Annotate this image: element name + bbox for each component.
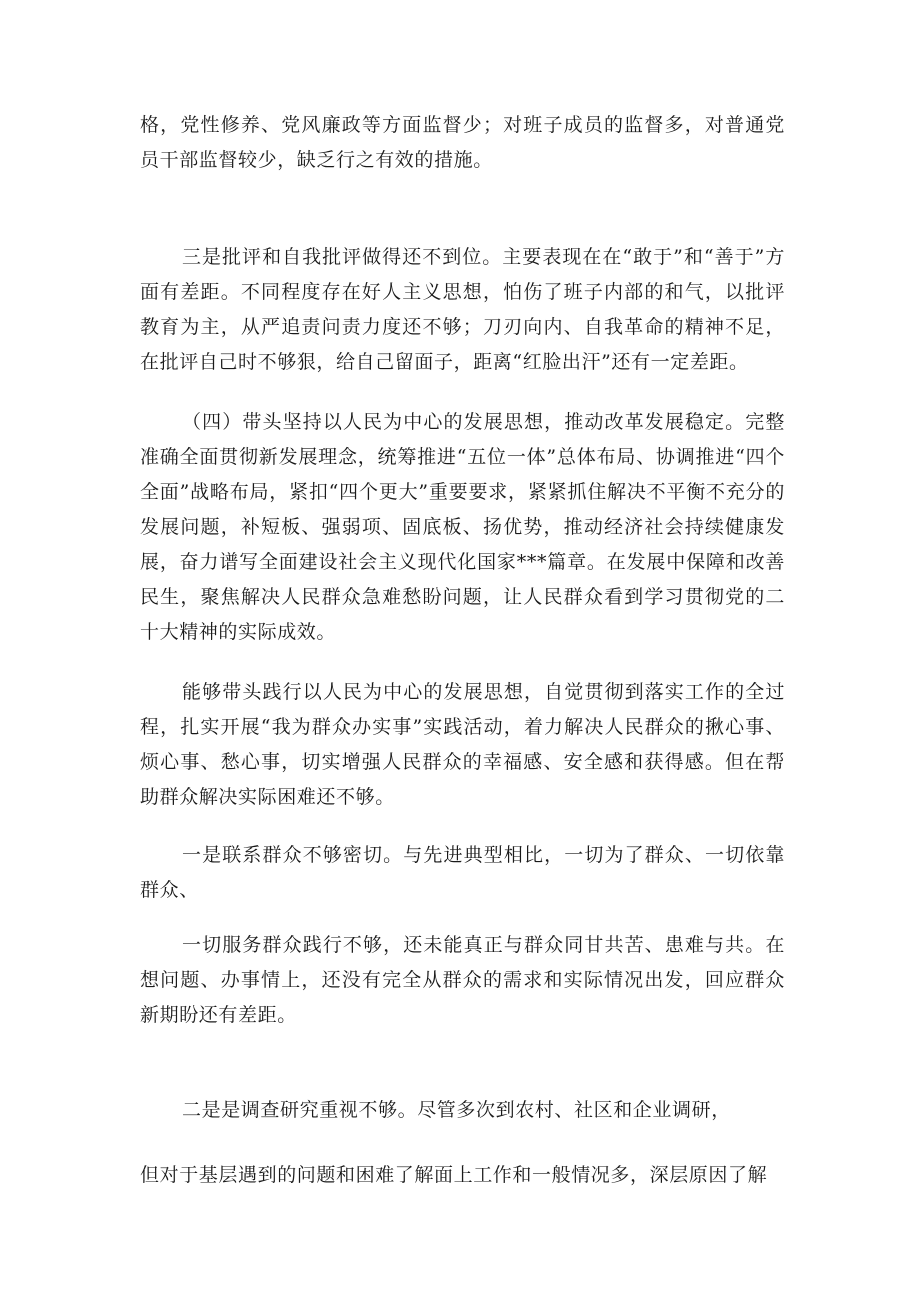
paragraph-serve-masses: 一切服务群众践行不够，还未能真正与群众同甘共苦、患难与共。在想问题、办事情上，还没有完全从群众的需求和实际情况出发，回应群众新期盼还有差距。 <box>140 934 785 1026</box>
paragraph-people-centered: 能够带头践行以人民为中心的发展思想，自觉贯彻到落实工作的全过程，扎实开展“我为群众办实事”实践活动，着力解决人民群众的揪心事、烦心事、愁心事，切实增强人民群众的幸福感、安全感和获得感。但在帮助群众解决实际困难还不够。 <box>140 681 785 808</box>
paragraph-grassroots: 但对于基层遇到的问题和困难了解面上工作和一般情况多，深层原因了解 <box>140 1164 768 1186</box>
paragraph-investigation: 二是是调查研究重视不够。尽管多次到农村、社区和企业调研， <box>182 1099 731 1121</box>
paragraph-criticism: 三是批评和自我批评做得还不到位。主要表现在在“敢于”和“善于”方面有差距。不同程度存在好人主义思想，怕伤了班子内部的和气，以批评教育为主，从严追责问责力度还不够；刀刃向内、自我革命的精神不足，在批评自己时不够狠，给自己留面子，距离“红脸出汗”还有一定差距。 <box>140 246 785 373</box>
paragraph-supervision-continued: 格，党性修养、党风廉政等方面监督少；对班子成员的监督多，对普通党员干部监督较少，缺乏行之有效的措施。 <box>140 114 785 171</box>
paragraph-section-four: （四）带头坚持以人民为中心的发展思想，推动改革发展稳定。完整准确全面贯彻新发展理念，统筹推进“五位一体”总体布局、协调推进“四个全面”战略布局，紧扣“四个更大”重要要求，紧紧抓住解决不平衡不充分的发展问题，补短板、强弱项、固底板、扬优势，推动经济社会持续健康发展，奋力谱写全面建设社会主义现代化国家***篇章。在发展中保障和改善民生，聚焦解决人民群众急难愁盼问题，让人民群众看到学习贯彻党的二十大精神的实际成效。 <box>140 411 785 643</box>
paragraph-contact-masses: 一是联系群众不够密切。与先进典型相比，一切为了群众、一切依靠群众、 <box>140 844 785 901</box>
